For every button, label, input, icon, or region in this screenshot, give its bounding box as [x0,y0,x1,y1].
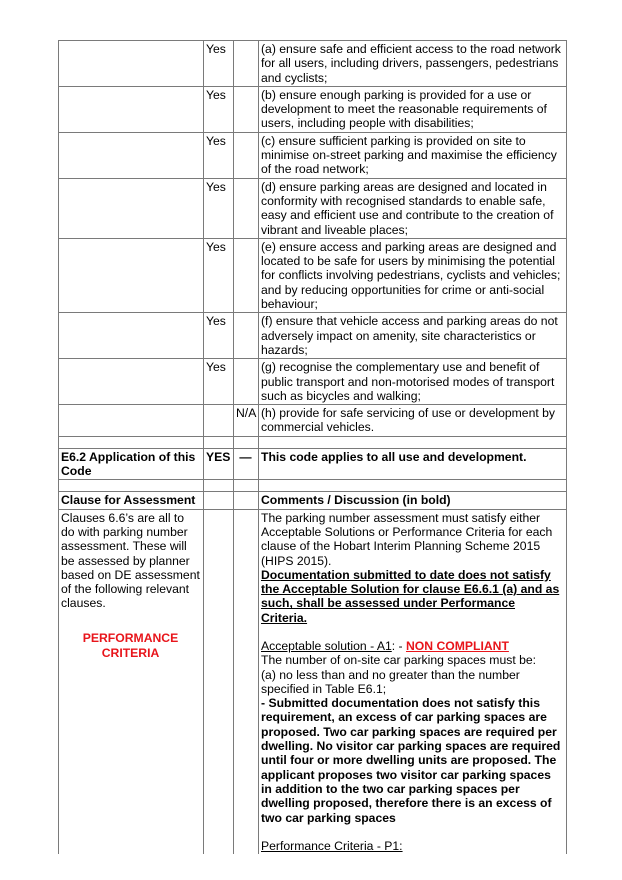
objective-text: (b) ensure enough parking is provided for a use or development to meet the reasonable requirements of users, including people with disabilities; [259,86,567,132]
assessment-row [59,509,567,854]
objective-na-cell [234,313,259,359]
objective-row [59,238,567,312]
objective-na-cell [234,86,259,132]
objective-na-cell [234,238,259,312]
objective-row [59,359,567,405]
application-dash: — [234,448,259,480]
objective-text: (c) ensure sufficient parking is provided on site to minimise on-street parking and maximise the efficiency of the road network; [259,132,567,178]
a1-requirement: The number of on-site car parking spaces must be: [261,653,537,668]
objective-yes-cell [204,405,234,437]
objective-row [59,41,567,87]
clause-note: Clauses 6.6’s are all to do with parking number assessment. These will be assessed by planner based on DE assessment of the following relevant clauses. [61,510,200,611]
p1-label: Performance Criteria - P1: [261,838,403,853]
objective-yes-cell: Yes [204,132,234,178]
objective-row [59,86,567,132]
spacer-row [59,436,567,448]
application-yes: YES [204,448,234,480]
assessment-comment: - Submitted documentation does not satisfy this requirement, an excess of car parking spaces are proposed. Two car parking spaces are required per dwelling. No visitor car parking spaces are required until four or more dwelling units are proposed. The applicant proposes two visitor car parking spaces in addition to the two car parking spaces per dwelling proposed, therefore there is an excess of two car parking spaces [261,696,561,825]
objective-text: (a) ensure safe and efficient access to the road network for all users, including drivers, passengers, pedestrians and cyclists; [259,41,567,87]
a1-separator: : - [391,638,406,653]
application-text: This code applies to all use and development. [259,448,567,480]
objectives-section [59,41,567,437]
objective-text: (f) ensure that vehicle access and parking areas do not adversely impact on amenity, site characteristics or hazards; [259,313,567,359]
a1-requirement-a: (a) no less than and no greater than the number specified in Table E6.1; [261,667,520,696]
objective-na-cell [234,178,259,238]
comments-header: Comments / Discussion (in bold) [259,492,567,509]
objective-na-cell [234,41,259,87]
objective-row [59,132,567,178]
a1-status: NON COMPLIANT [405,638,509,653]
application-label: E6.2 Application of this Code [59,448,204,480]
objective-na-cell [234,359,259,405]
objective-text: (d) ensure parking areas are designed and located in conformity with recognised standards to enable safe, easy and efficient use and contribute to the creation of vibrant and liveable places; [259,178,567,238]
objective-clause-cell [59,132,204,178]
application-row [59,448,567,480]
objective-yes-cell: Yes [204,238,234,312]
assessment-header-row [59,492,567,509]
objective-row [59,313,567,359]
objective-clause-cell [59,405,204,437]
a1-label: Acceptable solution - A1 [261,638,392,653]
objective-row [59,405,567,437]
objective-clause-cell [59,41,204,87]
objective-clause-cell [59,86,204,132]
objective-clause-cell [59,313,204,359]
objective-yes-cell: Yes [204,359,234,405]
objective-text: (e) ensure access and parking areas are designed and located to be safe for users by minimising the potential for conflicts involving pedestrians, cyclists and vehicles; and by reducing opportunities for crime or anti-social behaviour; [259,238,567,312]
objective-na-cell [234,132,259,178]
objective-yes-cell: Yes [204,313,234,359]
spacer-row [59,480,567,492]
objective-clause-cell [59,238,204,312]
objective-clause-cell [59,359,204,405]
documentation-statement: Documentation submitted to date does not satisfy the Acceptable Solution for clause E6.6.1 (a) and as such, shall be assessed under Performance Criteria. [261,567,560,625]
objective-yes-cell: Yes [204,41,234,87]
objective-row [59,178,567,238]
assessment-intro: The parking number assessment must satisfy either Acceptable Solutions or Performance Criteria for each clause of the Hobart Interim Planning Scheme 2015 (HIPS 2015). [261,510,553,568]
objective-text: (g) recognise the complementary use and benefit of public transport and non-motorised modes of transport such as bicycles and walking; [259,359,567,405]
objective-yes-cell: Yes [204,86,234,132]
clause-header: Clause for Assessment [59,492,204,509]
objective-na-cell: N/A [234,405,259,437]
objective-yes-cell: Yes [204,178,234,238]
performance-criteria-label: PERFORMANCE CRITERIA [82,630,179,660]
acceptable-solution-line [261,639,563,653]
objective-text: (h) provide for safe servicing of use or development by commercial vehicles. [259,405,567,437]
code-assessment-table [58,40,567,854]
objective-clause-cell [59,178,204,238]
